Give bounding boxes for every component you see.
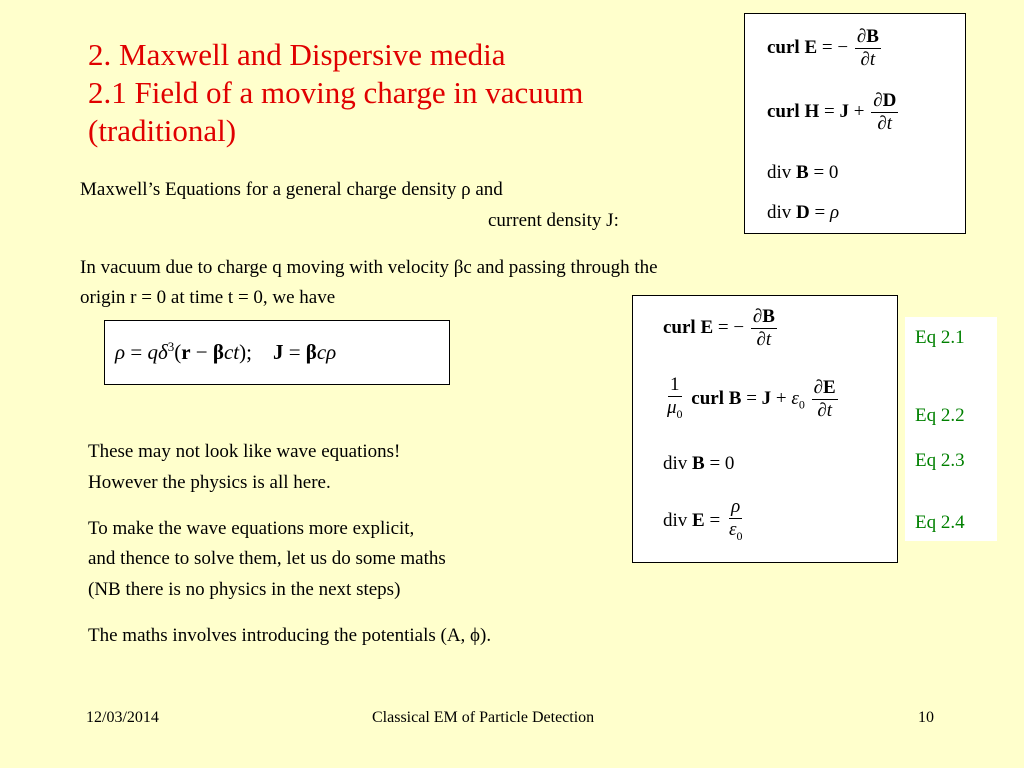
footer-date: 12/03/2014 (86, 709, 159, 726)
para2-line-2: and thence to solve them, let us do some maths (88, 548, 446, 569)
general-eq-div-b: div B = 0 (767, 162, 839, 183)
eq-label-2-1: Eq 2.1 (915, 327, 965, 348)
general-eq-div-d: div D = ρ (767, 202, 840, 223)
title-line-3: (traditional) (88, 113, 237, 148)
eq-label-2-2: Eq 2.2 (915, 405, 965, 426)
source-equation-box (104, 320, 450, 385)
slide-title (88, 36, 583, 150)
para2-line-3: (NB there is no physics in the next steps) (88, 579, 401, 600)
title-line-2: 2.1 Field of a moving charge in vacuum (88, 75, 584, 110)
para2-line-1: To make the wave equations more explicit, (88, 518, 415, 539)
general-eq-curl-e: curl E = − $\frac{\partial B}{\partial t}$ (767, 26, 879, 70)
vacuum-maxwell-equations-box (632, 295, 898, 563)
equation-labels-panel (905, 317, 997, 541)
vacuum-eq-curl-b: $\frac{1}{\mu_0}$ curl $B = J + \varepsilon_0$ $\frac{\partial E}{\partial t}$ (667, 374, 836, 421)
vacuum-eq-div-b: div B = 0 (663, 453, 735, 474)
vacuum-eq-div-e: div E = $\frac{\rho}{\varepsilon_0}$ (663, 496, 743, 543)
vacuum-line-1: In vacuum due to charge q moving with velocity βc and passing through the (80, 257, 658, 278)
para3: The maths involves introducing the potentials (A, ϕ). (88, 625, 492, 646)
intro-line-2: current density J: (488, 210, 619, 231)
general-eq-curl-h: curl H = J + $\frac{\partial D}{\partial t}$ (767, 90, 897, 134)
source-equation: $\rho = q\delta^3(r - \beta ct)$; J = βcρ (115, 339, 337, 364)
eq-label-2-4: Eq 2.4 (915, 512, 965, 533)
footer-title: Classical EM of Particle Detection (372, 709, 595, 726)
intro-line-1: Maxwell’s Equations for a general charge density ρ and (80, 179, 503, 200)
vacuum-line-2: origin r = 0 at time t = 0, we have (80, 287, 336, 308)
eq-label-2-3: Eq 2.3 (915, 450, 965, 471)
para1-line-1: These may not look like wave equations! (88, 441, 401, 462)
para1-line-2: However the physics is all here. (88, 472, 331, 493)
general-maxwell-equations-box (744, 13, 966, 234)
title-line-1: 2. Maxwell and Dispersive media (88, 37, 506, 72)
vacuum-eq-curl-e: curl E = − $\frac{\partial B}{\partial t}$ (663, 306, 775, 350)
footer-page-number: 10 (918, 709, 934, 726)
